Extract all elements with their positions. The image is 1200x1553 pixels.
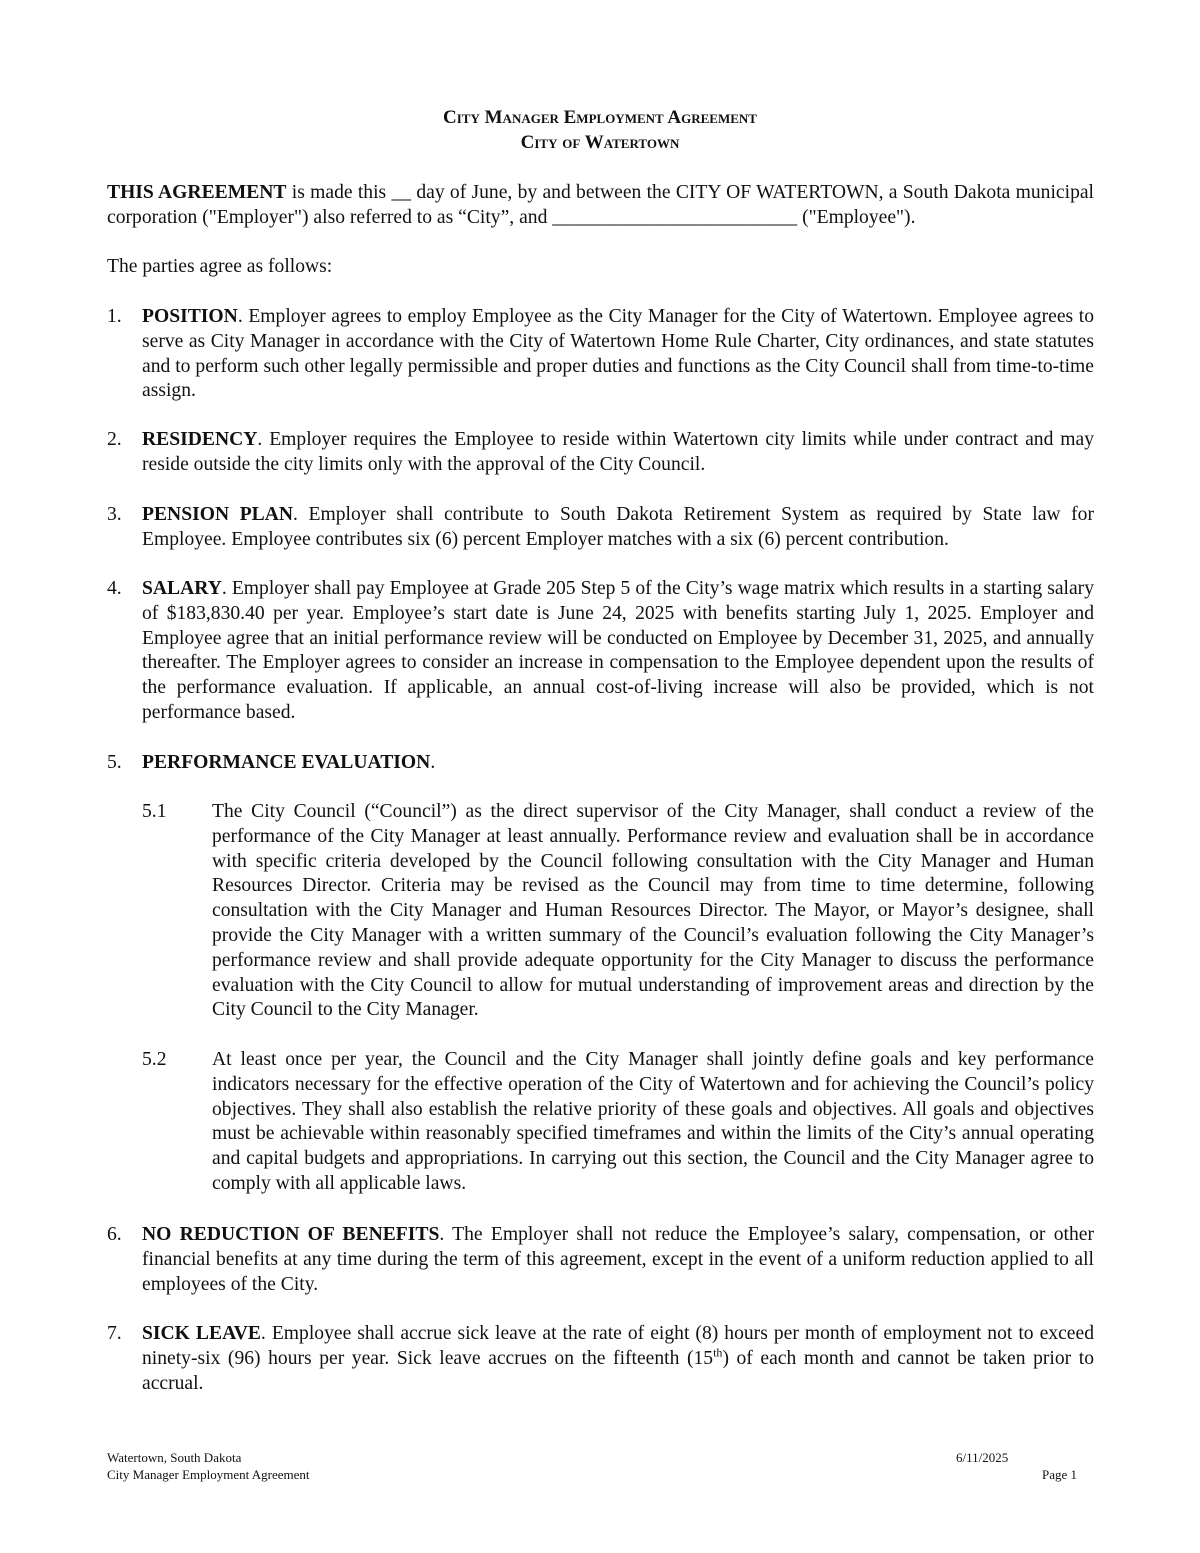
parties-text: The parties agree as follows:: [107, 256, 333, 277]
section-body: . Employer shall contribute to South Dakota Retirement System as required by State law for Employee. Employee contributes six (6) percent Employer matches with a six (6) percent contribution.: [142, 504, 1094, 550]
section-heading: POSITION: [142, 306, 238, 327]
section-heading: SALARY: [142, 578, 222, 599]
section-heading: SICK LEAVE: [142, 1323, 261, 1344]
section-heading: PERFORMANCE EVALUATION: [142, 752, 431, 773]
document-title: City Manager Employment Agreement: [443, 107, 757, 128]
section-number: 1.: [107, 306, 122, 327]
section-residency: [142, 428, 1094, 478]
section-body: . Employee shall accrue sick leave at the rate of eight (8) hours per month of employment not to exceed ninety-six (96) hours per year. Sick leave accrues on the fifteenth (15: [142, 1323, 1095, 1369]
section-sick-leave: [142, 1322, 1094, 1396]
intro-text: is made this __ day of June, by and between the CITY OF WATERTOWN, a South Dakota municipal corporation ("Employer") also referred to as “City”, and _________________________ ("Employee").: [107, 182, 1095, 228]
superscript: th: [713, 1345, 723, 1360]
section-body-end: ) of each month and cannot be taken prior to accrual.: [142, 1347, 1094, 1394]
footer-document-name: City Manager Employment Agreement: [107, 1467, 310, 1482]
section-heading: NO REDUCTION OF BENEFITS: [142, 1224, 440, 1245]
section-body: . Employer agrees to employ Employee as the City Manager for the City of Watertown. Employee agrees to serve as City Manager in accordance with the City of Watertown Home Rule Charter, City ordinances, and state statutes and to perform such other legally permissible and proper duties and functions as the City Council shall from time-to-time assign.: [142, 306, 1094, 402]
section-heading: RESIDENCY: [142, 429, 258, 450]
section-body: . Employer requires the Employee to reside within Watertown city limits while under contract and may reside outside the city limits only with the approval of the City Council.: [142, 429, 1094, 475]
section-number: 6.: [107, 1224, 122, 1245]
intro-bold: THIS AGREEMENT: [107, 182, 287, 203]
section-position: [142, 305, 1094, 404]
subsection-number: 5.1: [142, 801, 167, 822]
footer-location: Watertown, South Dakota: [107, 1450, 242, 1465]
section-number: 2.: [107, 429, 122, 450]
section-body: . The Employer shall not reduce the Employee’s salary, compensation, or other financial benefits at any time during the term of this agreement, except in the event of a uniform reduction applied to all employees of the City.: [142, 1224, 1094, 1295]
section-no-reduction-of-benefits: [142, 1223, 1094, 1297]
section-number: 4.: [107, 578, 122, 599]
document-subtitle: City of Watertown: [520, 132, 680, 153]
section-pension-plan: [142, 503, 1094, 553]
footer-date: 6/11/2025: [956, 1450, 1009, 1465]
section-body: . Employer shall pay Employee at Grade 205 Step 5 of the City’s wage matrix which results in a starting salary of $183,830.40 per year. Employee’s start date is June 24, 2025 with benefits starting July 1, 2025. Employer and Employee agree that an initial performance review will be conducted on Employee by December 31, 2025, and annually thereafter. The Employer agrees to consider an increase in compensation to the Employee dependent upon the results of the performance evaluation. If applicable, an annual cost-of-living increase will also be provided, which is not performance based.: [142, 578, 1094, 723]
subsection-body: The City Council (“Council”) as the direct supervisor of the City Manager, shall conduct a review of the performance of the City Manager at least annually. Performance review and evaluation shall be in accordance with specific criteria developed by the Council following consultation with the City Manager and Human Resources Director. Criteria may be revised as the Council may from time to time determine, following consultation with the City Manager and Human Resources Director. The Mayor, or Mayor’s designee, shall provide the City Manager with a written summary of the Council’s evaluation following the City Manager’s performance review and shall provide adequate opportunity for the City Manager to discuss the performance evaluation with the City Council to allow for mutual understanding of improvement areas and direction by the City Council to the City Manager.: [212, 801, 1094, 1021]
section-number: 3.: [107, 504, 122, 525]
subsection-body: At least once per year, the Council and the City Manager shall jointly define goals and key performance indicators necessary for the effective operation of the City of Watertown and for achieving the Council’s policy objectives. They shall also establish the relative priority of these goals and objectives. All goals and objectives must be achievable within reasonably specified timeframes and within the limits of the City’s annual operating and capital budgets and appropriations. In carrying out this section, the Council and the City Manager agree to comply with all applicable laws.: [212, 1049, 1094, 1194]
section-heading: PENSION PLAN: [142, 504, 294, 525]
section-performance-evaluation: [142, 751, 1094, 776]
section-number: 7.: [107, 1323, 122, 1344]
section-body: .: [430, 752, 436, 773]
intro-paragraph: [107, 181, 1094, 231]
section-salary: [142, 577, 1094, 726]
section-number: 5.: [107, 752, 122, 773]
subsection-number: 5.2: [142, 1049, 167, 1070]
footer-page-number: Page 1: [1042, 1467, 1078, 1482]
